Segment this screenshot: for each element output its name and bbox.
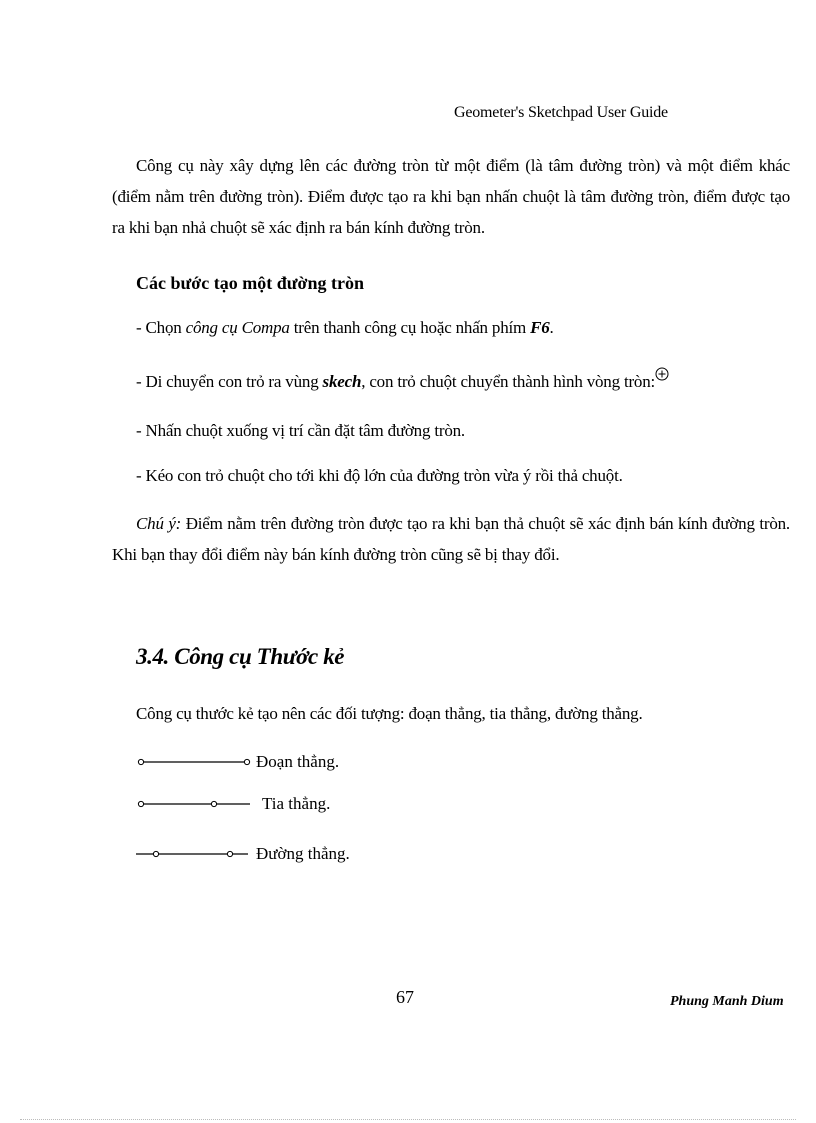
ruler-intro: Công cụ thước kẻ tạo nên các đối tượng: đoạn thẳng, tia thẳng, đường thẳng. bbox=[136, 704, 643, 723]
step-3: - Nhấn chuột xuống vị trí cần đặt tâm đường tròn. bbox=[136, 421, 465, 440]
key-f6: F6 bbox=[530, 318, 550, 337]
compass-tool-name: công cụ Compa bbox=[185, 318, 290, 337]
segment-item bbox=[136, 751, 339, 773]
step-1: - Chọn công cụ Compa trên thanh công cụ hoặc nhấn phím F6. bbox=[136, 318, 554, 337]
page-number: 67 bbox=[396, 987, 414, 1007]
ray-label: Tia thẳng. bbox=[262, 794, 331, 813]
line-item bbox=[136, 843, 350, 865]
page-header: Geometer's Sketchpad User Guide bbox=[454, 104, 668, 121]
section-title: 3.4. Công cụ Thước kẻ bbox=[136, 644, 345, 669]
segment-icon bbox=[136, 756, 252, 768]
note-label: Chú ý: bbox=[136, 514, 182, 533]
author-signature: Phung Manh Dium bbox=[670, 994, 784, 1009]
sketch-area-name: skech bbox=[322, 372, 362, 391]
compass-intro: Công cụ này xây dựng lên các đường tròn từ một điểm (là tâm đường tròn) và một điểm khác (điểm nằm trên đường tròn). Điểm được tạo ra khi bạn nhấn chuột là tâm đường tròn, điểm được tạo ra khi bạn nhả chuột sẽ xác định ra bán kính đường tròn. bbox=[112, 156, 790, 237]
step-4: - Kéo con trỏ chuột cho tới khi độ lớn của đường tròn vừa ý rồi thả chuột. bbox=[136, 466, 623, 485]
footer-divider bbox=[20, 1119, 796, 1120]
ray-icon bbox=[136, 798, 252, 810]
step-2: - Di chuyển con trỏ ra vùng skech, con trỏ chuột chuyển thành hình vòng tròn: bbox=[136, 372, 656, 391]
segment-label: Đoạn thẳng. bbox=[256, 752, 340, 771]
circle-cursor-icon bbox=[654, 366, 670, 387]
ray-item bbox=[136, 793, 330, 815]
line-icon bbox=[136, 848, 252, 860]
line-label: Đường thẳng. bbox=[256, 844, 350, 863]
compass-note: Chú ý: Điểm nằm trên đường tròn được tạo ra khi bạn thả chuột sẽ xác định bán kính đường tròn. Khi bạn thay đổi điểm này bán kính đường tròn cũng sẽ bị thay đổi. bbox=[112, 514, 790, 564]
steps-title: Các bước tạo một đường tròn bbox=[136, 273, 365, 293]
